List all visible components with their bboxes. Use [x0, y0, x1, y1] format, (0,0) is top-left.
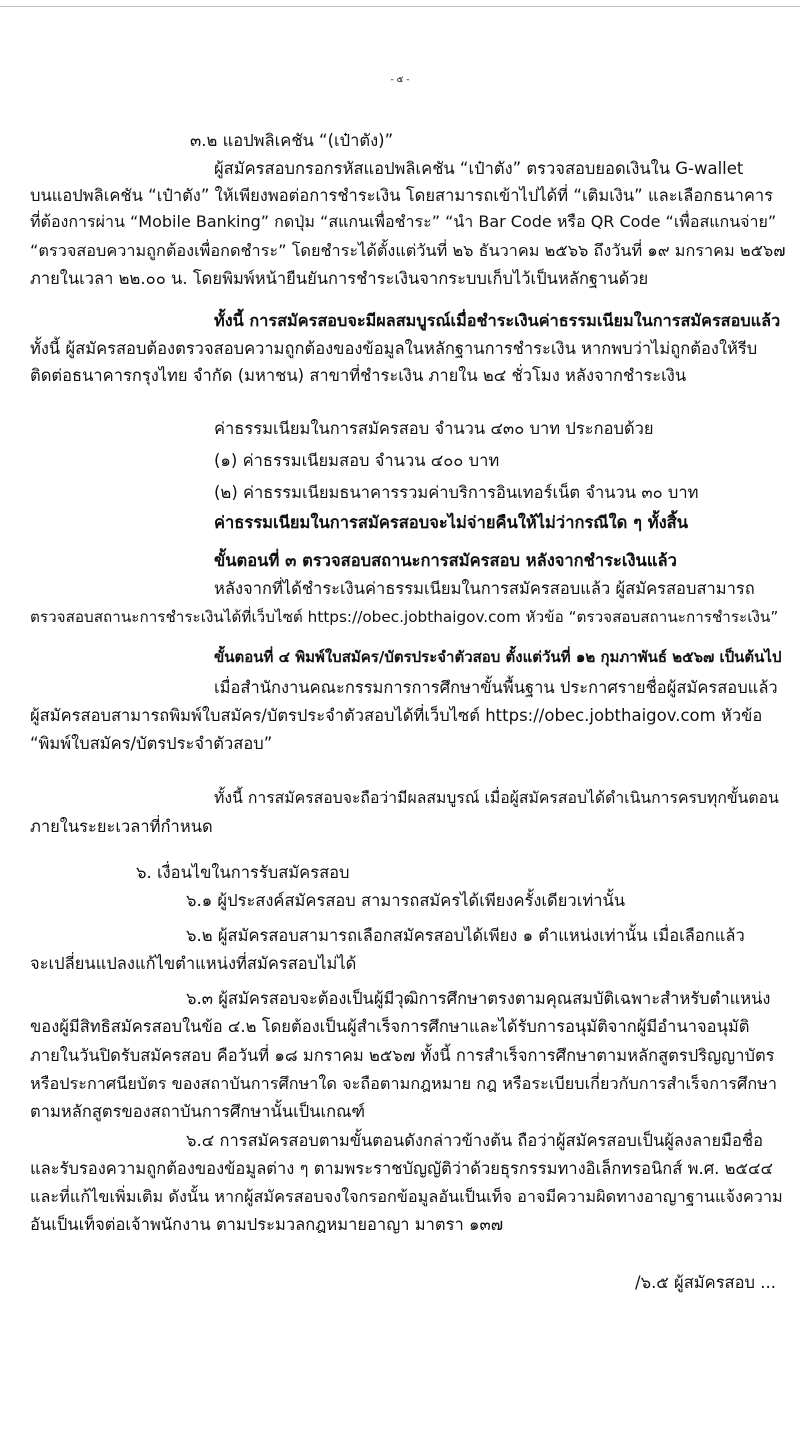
- condition-6-4-line: ๖.๔ การสมัครสอบตามขั้นตอนดังกล่าวข้างต้น ถือว่าผู้สมัครสอบเป็นผู้ลงลายมือชื่อ: [186, 1131, 764, 1150]
- fee-total: ค่าธรรมเนียมในการสมัครสอบ จำนวน ๔๓๐ บาท ประกอบด้วย: [214, 419, 654, 438]
- condition-6-4-line: อันเป็นเท็จต่อเจ้าพนักงาน ตามประมวลกฎหมายอาญา มาตรา ๑๓๗: [30, 1215, 504, 1234]
- fee-item-2: (๒) ค่าธรรมเนียมธนาคารรวมค่าบริการอินเทอร์เน็ต จำนวน ๓๐ บาท: [214, 483, 699, 502]
- condition-6-2-line: จะเปลี่ยนแปลงแก้ไขตำแหน่งที่สมัครสอบไม่ได้: [30, 954, 357, 973]
- notice-line: ทั้งนี้ การสมัครสอบจะมีผลสมบูรณ์เมื่อชำระเงินค่าธรรมเนียมในการสมัครสอบแล้ว: [214, 311, 781, 330]
- section-6-heading: ๖. เงื่อนไขในการรับสมัครสอบ: [136, 863, 350, 882]
- step-3-line: หลังจากที่ได้ชำระเงินค่าธรรมเนียมในการสมัครสอบแล้ว ผู้สมัครสอบสามารถ: [214, 579, 755, 598]
- step-3-heading: ขั้นตอนที่ ๓ ตรวจสอบสถานะการสมัครสอบ หลังจากชำระเงินแล้ว: [214, 551, 677, 570]
- condition-6-4-line: และรับรองความถูกต้องของข้อมูลต่าง ๆ ตามพระราชบัญญัติว่าด้วยธุรกรรมทางอิเล็กทรอนิกส์ พ.ศ. ๒๕๔๔: [30, 1159, 773, 1178]
- step-4-line: เมื่อสำนักงานคณะกรรมการการศึกษาขั้นพื้นฐาน ประกาศรายชื่อผู้สมัครสอบแล้ว: [214, 678, 778, 697]
- condition-6-2-line: ๖.๒ ผู้สมัครสอบสามารถเลือกสมัครสอบได้เพียง ๑ ตำแหน่งเท่านั้น เมื่อเลือกแล้ว: [186, 926, 745, 945]
- notice-2-line: ทั้งนี้ การสมัครสอบจะถือว่ามีผลสมบูรณ์ เมื่อผู้สมัครสอบได้ดำเนินการครบทุกขั้นตอน: [214, 788, 779, 807]
- step-4-line: ผู้สมัครสอบสามารถพิมพ์ใบสมัคร/บัตรประจำตัวสอบได้ที่เว็บไซต์ https://obec.jobthaigov.com หัวข้อ: [30, 706, 763, 725]
- section-3-2-line: ที่ต้องการผ่าน “Mobile Banking” กดปุ่ม “สแกนเพื่อชำระ” “นำ Bar Code หรือ QR Code “เพื่อสแกนจ่าย”: [30, 212, 777, 231]
- notice-line: ทั้งนี้ ผู้สมัครสอบต้องตรวจสอบความถูกต้องของข้อมูลในหลักฐานการชำระเงิน หากพบว่าไม่ถูกต้องให้รีบ: [30, 339, 758, 358]
- step-4-line: “พิมพ์ใบสมัคร/บัตรประจำตัวสอบ”: [30, 734, 273, 753]
- step-4-heading: ขั้นตอนที่ ๔ พิมพ์ใบสมัคร/บัตรประจำตัวสอบ ตั้งแต่วันที่ ๑๒ กุมภาพันธ์ ๒๕๖๗ เป็นต้นไป: [214, 648, 782, 666]
- fee-no-refund: ค่าธรรมเนียมในการสมัครสอบจะไม่จ่ายคืนให้ไม่ว่ากรณีใด ๆ ทั้งสิ้น: [214, 513, 689, 532]
- condition-6-3-line: ของผู้มีสิทธิสมัครสอบในข้อ ๔.๒ โดยต้องเป็นผู้สำเร็จการศึกษาและได้รับการอนุมัติจากผู้มีอำนาจอนุมัติ: [30, 1017, 750, 1036]
- condition-6-3-line: หรือประกาศนียบัตร ของสถาบันการศึกษาใด จะถือตามกฎหมาย กฎ หรือระเบียบเกี่ยวกับการสำเร็จการศึกษา: [30, 1074, 777, 1093]
- section-3-2-line: ภายในเวลา ๒๒.๐๐ น. โดยพิมพ์หน้ายืนยันการชำระเงินจากระบบเก็บไว้เป็นหลักฐานด้วย: [30, 269, 649, 288]
- section-3-2-line: ผู้สมัครสอบกรอกรหัสแอปพลิเคชัน “เป๋าตัง” ตรวจสอบยอดเงินใน G-wallet: [214, 159, 744, 178]
- fee-item-1: (๑) ค่าธรรมเนียมสอบ จำนวน ๔๐๐ บาท: [214, 451, 500, 470]
- section-3-2-heading: ๓.๒ แอปพลิเคชัน “(เป๋าตัง)”: [190, 131, 394, 150]
- notice-line: ติดต่อธนาคารกรุงไทย จำกัด (มหาชน) สาขาที่ชำระเงิน ภายใน ๒๔ ชั่วโมง หลังจากชำระเงิน: [30, 366, 687, 385]
- section-3-2-line: “ตรวจสอบความถูกต้องเพื่อกดชำระ” โดยชำระได้ตั้งแต่วันที่ ๒๖ ธันวาคม ๒๕๖๖ ถึงวันที่ ๑๙ มกราคม ๒๕๖๗: [30, 241, 786, 260]
- condition-6-4-line: และที่แก้ไขเพิ่มเติม ดังนั้น หากผู้สมัครสอบจงใจกรอกข้อมูลอันเป็นเท็จ อาจมีความผิดทางอาญาฐานแจ้งความ: [30, 1187, 783, 1206]
- section-3-2-line: บนแอปพลิเคชัน “เป๋าตัง” ให้เพียงพอต่อการชำระเงิน โดยสามารถเข้าไปได้ที่ “เติมเงิน” และเลือกธนาคาร: [30, 186, 774, 205]
- top-edge-line: [0, 6, 800, 7]
- page-number: - ๕ -: [390, 75, 410, 85]
- condition-6-1: ๖.๑ ผู้ประสงค์สมัครสอบ สามารถสมัครได้เพียงครั้งเดียวเท่านั้น: [186, 891, 626, 910]
- notice-2-line: ภายในระยะเวลาที่กำหนด: [30, 817, 213, 836]
- step-3-line: ตรวจสอบสถานะการชำระเงินได้ที่เว็บไซต์ https://obec.jobthaigov.com หัวข้อ “ตรวจสอบสถานะการชำระเงิน”: [30, 608, 779, 626]
- condition-6-3-line: ภายในวันปิดรับสมัครสอบ คือวันที่ ๑๘ มกราคม ๒๕๖๗ ทั้งนี้ การสำเร็จการศึกษาตามหลักสูตรปริญญาบัตร: [30, 1046, 775, 1065]
- condition-6-3-line: ตามหลักสูตรของสถาบันการศึกษานั้นเป็นเกณฑ์: [30, 1102, 366, 1121]
- condition-6-3-line: ๖.๓ ผู้สมัครสอบจะต้องเป็นผู้มีวุฒิการศึกษาตรงตามคุณสมบัติเฉพาะสำหรับตำแหน่ง: [186, 989, 771, 1008]
- continuation-note: /๖.๕ ผู้สมัครสอบ ...: [635, 1273, 776, 1292]
